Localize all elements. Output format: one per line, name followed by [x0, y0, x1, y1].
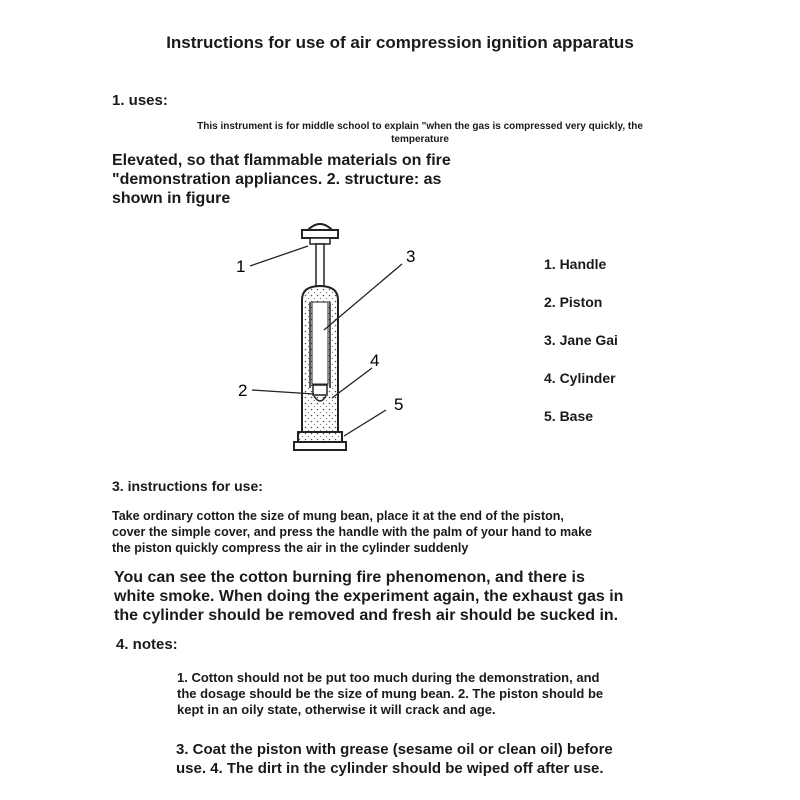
notes-line-2: the dosage should be the size of mung bean. 2. The piston should be: [177, 686, 604, 701]
legend-item-handle: 1. Handle: [544, 256, 607, 272]
uses-small-line-2: temperature: [391, 134, 449, 145]
cylinder-shape: [302, 286, 338, 432]
notes-paragraph-2: [176, 740, 613, 778]
callout-4: 4: [370, 351, 380, 370]
legend-item-base: 5. Base: [544, 408, 594, 424]
uses-small-line-1: This instrument is for middle school to explain "when the gas is compressed very quickly, the: [197, 121, 643, 132]
base-shape: [294, 432, 346, 450]
instructions-line-4: You can see the cotton burning fire phenomenon, and there is: [114, 569, 585, 586]
apparatus-diagram: [220, 210, 420, 470]
uses-body-line-3: shown in figure: [112, 190, 231, 207]
uses-small-text: [175, 120, 665, 146]
legend-item-piston: 2. Piston: [544, 294, 603, 310]
callout-1: 1: [236, 257, 246, 276]
instructions-line-2: cover the simple cover, and press the handle with the palm of your hand to make: [112, 525, 592, 539]
notes-line-5: use. 4. The dirt in the cylinder should be wiped off after use.: [176, 760, 604, 777]
instructions-line-6: the cylinder should be removed and fresh air should be sucked in.: [114, 607, 619, 624]
instructions-line-3: the piston quickly compress the air in the cylinder suddenly: [112, 541, 469, 555]
notes-line-4: 3. Coat the piston with grease (sesame oil or clean oil) before: [176, 741, 613, 758]
piston-rod: [316, 244, 324, 286]
uses-body-text: [112, 151, 451, 208]
section-uses-heading: 1. uses:: [112, 92, 168, 109]
page-title: Instructions for use of air compression ignition apparatus: [166, 33, 634, 52]
instructions-paragraph-2: [114, 568, 623, 625]
callout-2: 2: [238, 381, 248, 400]
uses-body-line-2: "demonstration appliances. 2. structure: as: [112, 171, 442, 188]
callout-3: 3: [406, 247, 416, 266]
instructions-paragraph-1: [112, 508, 592, 556]
notes-paragraph-1: [177, 670, 603, 718]
uses-body-line-1: Elevated, so that flammable materials on fire: [112, 152, 451, 169]
handle-shape: [302, 224, 338, 244]
callout-5: 5: [394, 395, 404, 414]
section-instructions-heading: 3. instructions for use:: [112, 478, 263, 494]
notes-line-3: kept in an oily state, otherwise it will crack and age.: [177, 702, 496, 717]
instructions-line-5: white smoke. When doing the experiment again, the exhaust gas in: [114, 588, 624, 605]
notes-line-1: 1. Cotton should not be put too much during the demonstration, and: [177, 670, 600, 685]
instructions-line-1: Take ordinary cotton the size of mung bean, place it at the end of the piston,: [112, 509, 564, 523]
section-notes-heading: 4. notes:: [116, 636, 178, 653]
legend-item-jane-gai: 3. Jane Gai: [544, 332, 618, 348]
legend-item-cylinder: 4. Cylinder: [544, 370, 616, 386]
